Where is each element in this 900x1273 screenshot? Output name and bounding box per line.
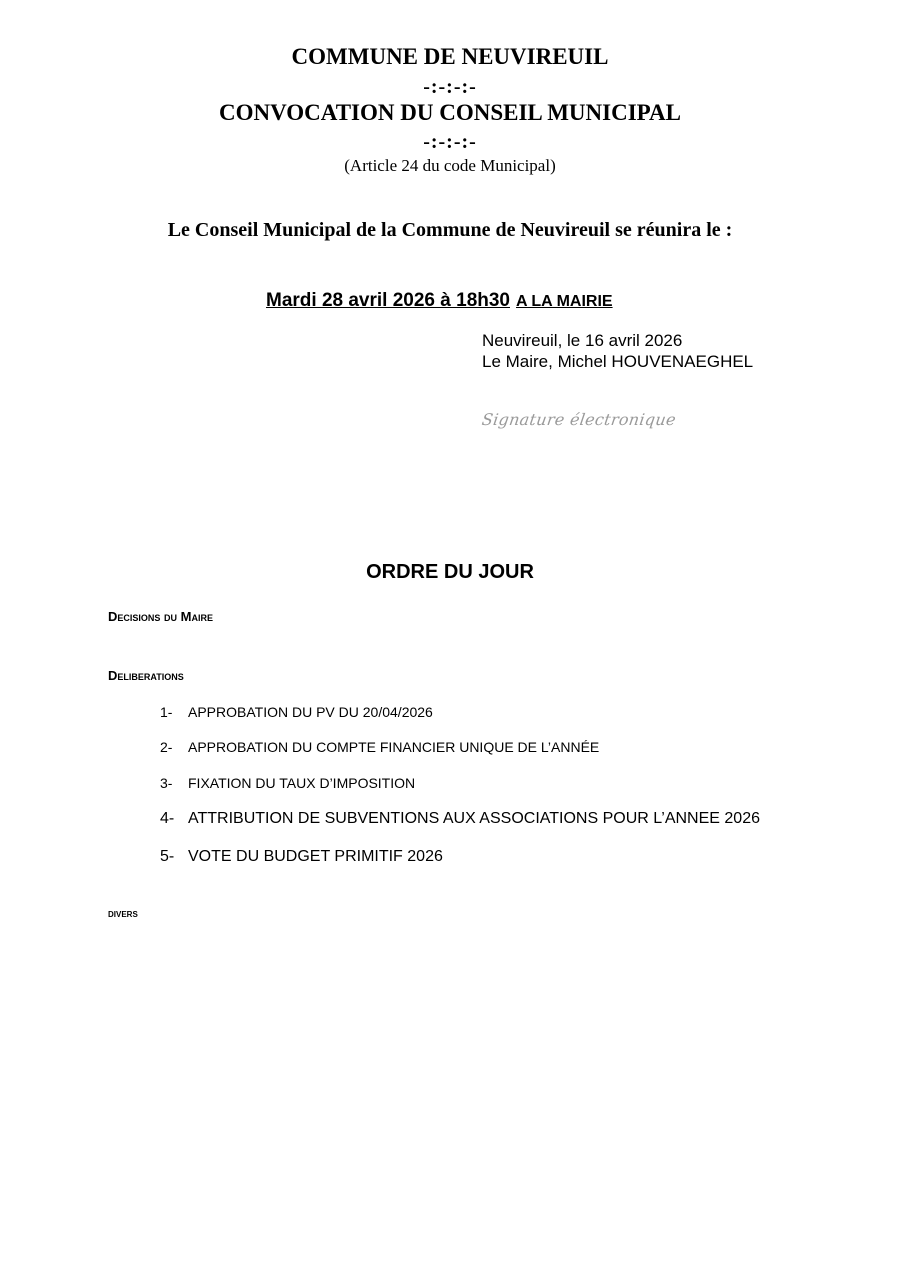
- agenda-item-text: VOTE DU BUDGET PRIMITIF 2026: [188, 848, 443, 865]
- agenda-item: [160, 704, 433, 720]
- agenda-item-text: FIXATION DU TAUX D’IMPOSITION: [188, 775, 416, 791]
- meeting-date: Mardi 28 avril 2026 à 18h30: [266, 290, 510, 311]
- separator-1: -:-:-:-: [423, 76, 477, 98]
- divers-heading: divers: [108, 906, 138, 920]
- intro-text: Le Conseil Municipal de la Commune de Neuvireuil se réunira le :: [167, 219, 733, 241]
- meeting-line: [266, 290, 613, 312]
- agenda-item-number: 3-: [160, 775, 173, 791]
- convocation-title: CONVOCATION DU CONSEIL MUNICIPAL: [219, 100, 681, 125]
- agenda-item: [160, 810, 760, 828]
- agenda-title: ORDRE DU JOUR: [366, 561, 534, 583]
- agenda-item-text: APPROBATION DU COMPTE FINANCIER UNIQUE DE L’ANNÉE: [188, 739, 600, 755]
- deliberations-heading: Deliberations: [108, 668, 184, 683]
- agenda-item: [160, 848, 443, 866]
- mayor-name: Le Maire, Michel HOUVENAEGHEL: [482, 352, 754, 371]
- meeting-place: A LA MAIRIE: [516, 293, 613, 310]
- electronic-signature: Signature électronique: [480, 410, 678, 429]
- signature-block: [482, 330, 753, 372]
- place-date: Neuvireuil, le 16 avril 2026: [482, 331, 683, 350]
- commune-heading: COMMUNE DE NEUVIREUIL: [291, 44, 609, 69]
- decisions-heading: Decisions du Maire: [108, 609, 213, 624]
- article-reference: (Article 24 du code Municipal): [344, 156, 556, 175]
- agenda-item-number: 1-: [160, 704, 173, 720]
- agenda-item: [160, 775, 415, 791]
- agenda-item-number: 5-: [160, 848, 175, 865]
- agenda-item-text: ATTRIBUTION DE SUBVENTIONS AUX ASSOCIATIONS POUR L’ANNEE 2026: [188, 810, 760, 827]
- agenda-item-text: APPROBATION DU PV DU 20/04/2026: [188, 704, 433, 720]
- agenda-item: [160, 739, 599, 755]
- agenda-item-number: 4-: [160, 810, 175, 827]
- agenda-item-number: 2-: [160, 739, 173, 755]
- separator-2: -:-:-:-: [423, 131, 477, 153]
